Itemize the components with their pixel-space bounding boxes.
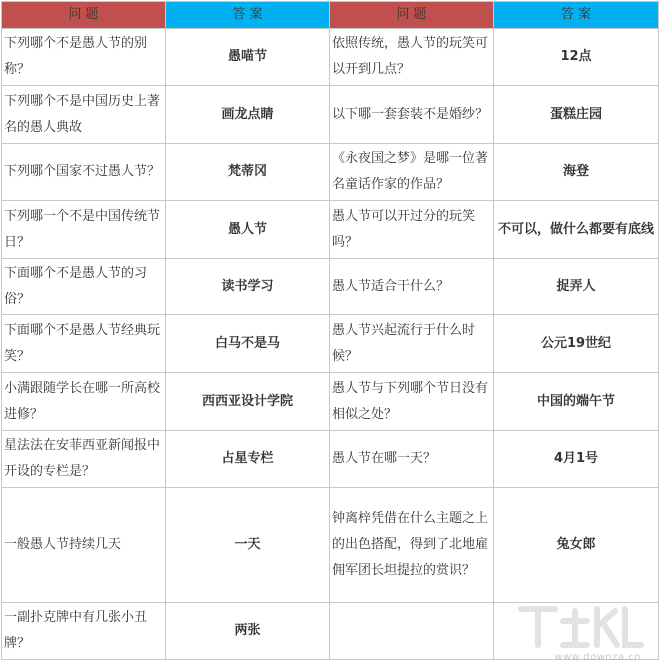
answer-cell — [494, 603, 659, 660]
answer-cell: 愚喵节 — [166, 29, 330, 86]
answer-header: 答 案 — [166, 2, 330, 29]
question-cell: 愚人节可以开过分的玩笑吗？ — [330, 201, 494, 259]
answer-cell: 梵蒂冈 — [166, 144, 330, 201]
answer-cell: 一天 — [166, 488, 330, 603]
table-row — [2, 29, 659, 86]
answer-cell: 两张 — [166, 603, 330, 660]
table-row — [2, 86, 659, 144]
answer-cell: 蛋糕庄园 — [494, 86, 659, 144]
question-header: 问 题 — [2, 2, 166, 29]
question-cell: 愚人节在哪一天？ — [330, 431, 494, 488]
question-cell: 以下哪一套套装不是婚纱？ — [330, 86, 494, 144]
question-cell: 星法法在安菲西亚新闻报中开设的专栏是？ — [2, 431, 166, 488]
question-cell: 愚人节适合干什么？ — [330, 259, 494, 315]
answer-cell: 公元19世纪 — [494, 315, 659, 373]
question-cell: 小满跟随学长在哪一所高校进修？ — [2, 373, 166, 431]
answer-cell: 捉弄人 — [494, 259, 659, 315]
question-cell: 下列哪个国家不过愚人节？ — [2, 144, 166, 201]
answer-header: 答 案 — [494, 2, 659, 29]
question-cell: 下列哪个不是愚人节的别称？ — [2, 29, 166, 86]
table-row — [2, 144, 659, 201]
answer-cell: 兔女郎 — [494, 488, 659, 603]
question-cell: 下面哪个不是愚人节经典玩笑？ — [2, 315, 166, 373]
question-cell: 下列哪个不是中国历史上著名的愚人典故 — [2, 86, 166, 144]
table-row — [2, 315, 659, 373]
table-row — [2, 431, 659, 488]
table-row — [2, 259, 659, 315]
question-cell: 下面哪个不是愚人节的习俗？ — [2, 259, 166, 315]
question-cell: 钟离梓凭借在什么主题之上的出色搭配，得到了北地雇佣军团长坦提拉的赏识？ — [330, 488, 494, 603]
table-row — [2, 201, 659, 259]
question-cell: 下列哪一个不是中国传统节日？ — [2, 201, 166, 259]
question-cell: 依照传统，愚人节的玩笑可以开到几点？ — [330, 29, 494, 86]
question-cell: 《永夜国之梦》是哪一位著名童话作家的作品？ — [330, 144, 494, 201]
question-cell: 愚人节兴起流行于什么时候？ — [330, 315, 494, 373]
answer-cell: 海登 — [494, 144, 659, 201]
question-cell: 愚人节与下列哪个节日没有相似之处？ — [330, 373, 494, 431]
table-row — [2, 488, 659, 603]
table-row — [2, 373, 659, 431]
answer-cell: 西西亚设计学院 — [166, 373, 330, 431]
answer-cell: 白马不是马 — [166, 315, 330, 373]
answer-cell: 12点 — [494, 29, 659, 86]
answer-cell: 不可以，做什么都要有底线 — [494, 201, 659, 259]
answer-cell: 4月1号 — [494, 431, 659, 488]
question-cell — [330, 603, 494, 660]
answer-cell: 读书学习 — [166, 259, 330, 315]
table-header-row — [2, 2, 659, 29]
answer-cell: 中国的端午节 — [494, 373, 659, 431]
question-cell: 一副扑克牌中有几张小丑牌？ — [2, 603, 166, 660]
answer-cell: 占星专栏 — [166, 431, 330, 488]
answer-cell: 画龙点睛 — [166, 86, 330, 144]
qa-table — [1, 1, 659, 660]
table-row — [2, 603, 659, 660]
question-cell: 一般愚人节持续几天 — [2, 488, 166, 603]
watermark-url: www.downza.cn — [554, 652, 641, 663]
question-header: 问 题 — [330, 2, 494, 29]
answer-cell: 愚人节 — [166, 201, 330, 259]
